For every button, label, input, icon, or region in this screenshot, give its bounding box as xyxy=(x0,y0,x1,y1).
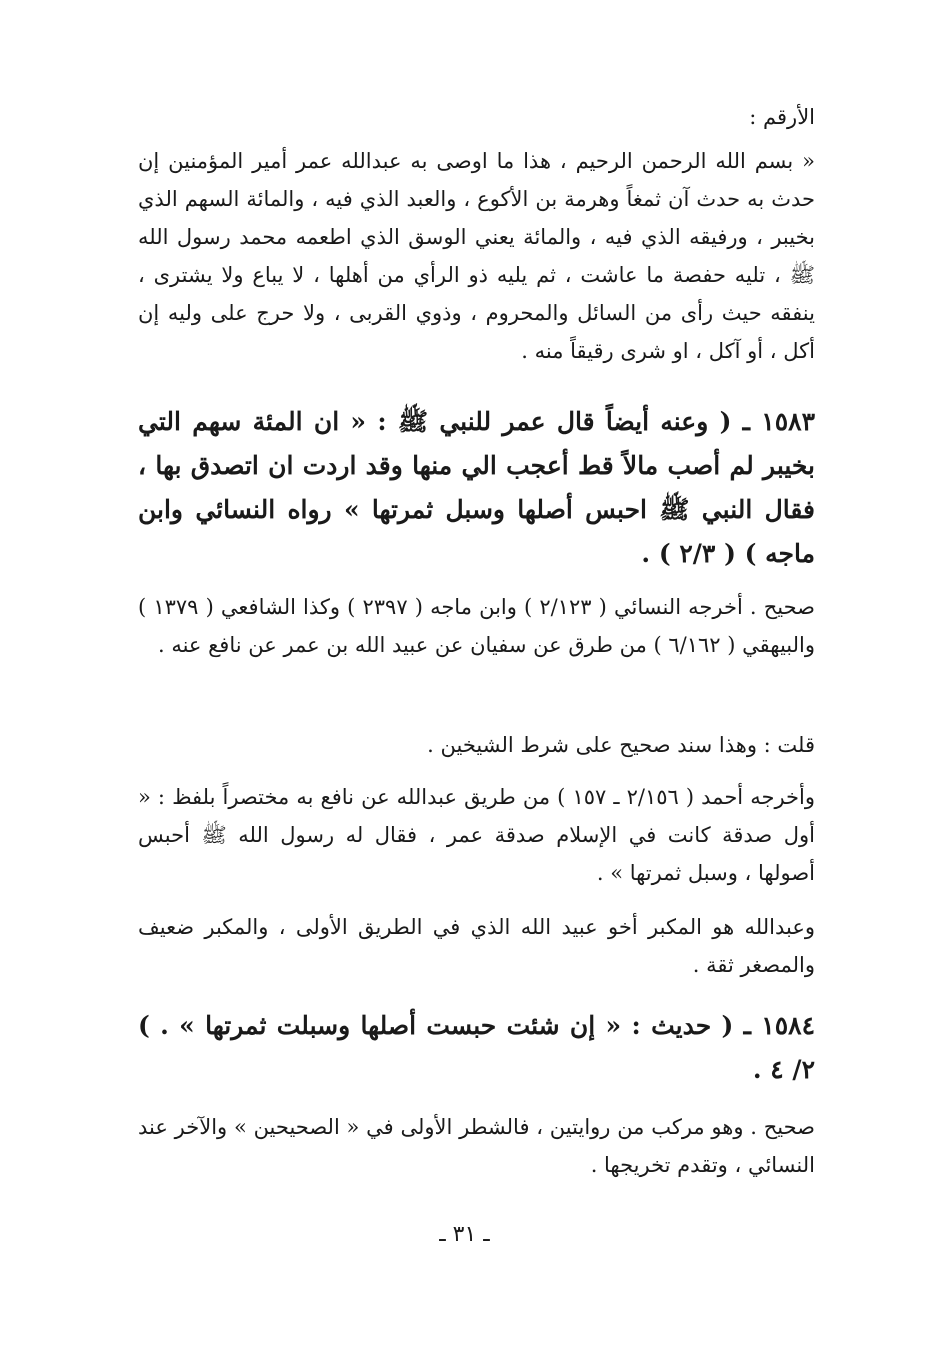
page-number: ـ ٣١ ـ xyxy=(439,1222,490,1247)
paragraph-hadith-1583: ١٥٨٣ ـ ( وعنه أيضاً قال عمر للنبي ﷺ : « ان المئة سهم التي بخيبر لم أصب مالاً قط أعجب الي منها وقد اردت ان اتصدق بها ، فقال النبي ﷺ احبس أصلها وسبل ثمرتها » رواه النسائي وابن ماجه ) ( ٢/٣ ) . xyxy=(138,407,815,568)
paragraph-hadith-1584: ١٥٨٤ ـ ( حديث : « إن شئت حبست أصلها وسبلت ثمرتها » . ) ٢/ ٤ . xyxy=(138,1011,815,1084)
paragraph-comment-sanad: قلت : وهذا سند صحيح على شرط الشيخين . xyxy=(427,733,815,757)
paragraph-takhrij-1583: صحيح . أخرجه النسائي ( ٢/١٢٣ ) وابن ماجه ( ٢٣٩٧ ) وكذا الشافعي ( ١٣٧٩ ) والبيهقي ( ٦/١٦٢ ) من طرق عن سفيان عن عبيد الله بن عمر عن نافع عنه . xyxy=(138,595,815,657)
paragraph-will-text: « بسم الله الرحمن الرحيم ، هذا ما اوصى به عبدالله عمر أمير المؤمنين إن حدث به حدث آن ثمغاً وهرمة بن الأكوع ، والعبد الذي فيه ، والمائة السهم الذي بخيبر ، ورفيقه الذي فيه ، والمائة يعني الوسق الذي اطعمه محمد رسول الله ﷺ ، تليه حفصة ما عاشت ، ثم يليه ذو الرأي من أهلها ، لا يباع ولا يشترى ، ينفقه حيث رأى من السائل والمحروم ، وذوي القربى ، ولا حرج على وليه إن أكل ، أو آكل ، او شرى رقيقاً منه . xyxy=(138,149,815,363)
paragraph-ahmad-narration: وأخرجه أحمد ( ٢/١٥٦ ـ ١٥٧ ) من طريق عبدالله عن نافع به مختصراً بلفظ : « أول صدقة كانت في الإسلام صدقة عمر ، فقال له رسول الله ﷺ أحبس أصولها ، وسبل ثمرتها » . xyxy=(138,785,815,885)
paragraph-takhrij-1584: صحيح . وهو مركب من روايتين ، فالشطر الأولى في « الصحيحين » والآخر عند النسائي ، وتقدم تخريجها . xyxy=(138,1115,815,1177)
paragraph-intro-label: الأرقم : xyxy=(749,105,815,129)
paragraph-narrator-note: وعبدالله هو المكبر أخو عبيد الله الذي في الطريق الأولى ، والمكبر ضعيف والمصغر ثقة . xyxy=(138,915,815,977)
